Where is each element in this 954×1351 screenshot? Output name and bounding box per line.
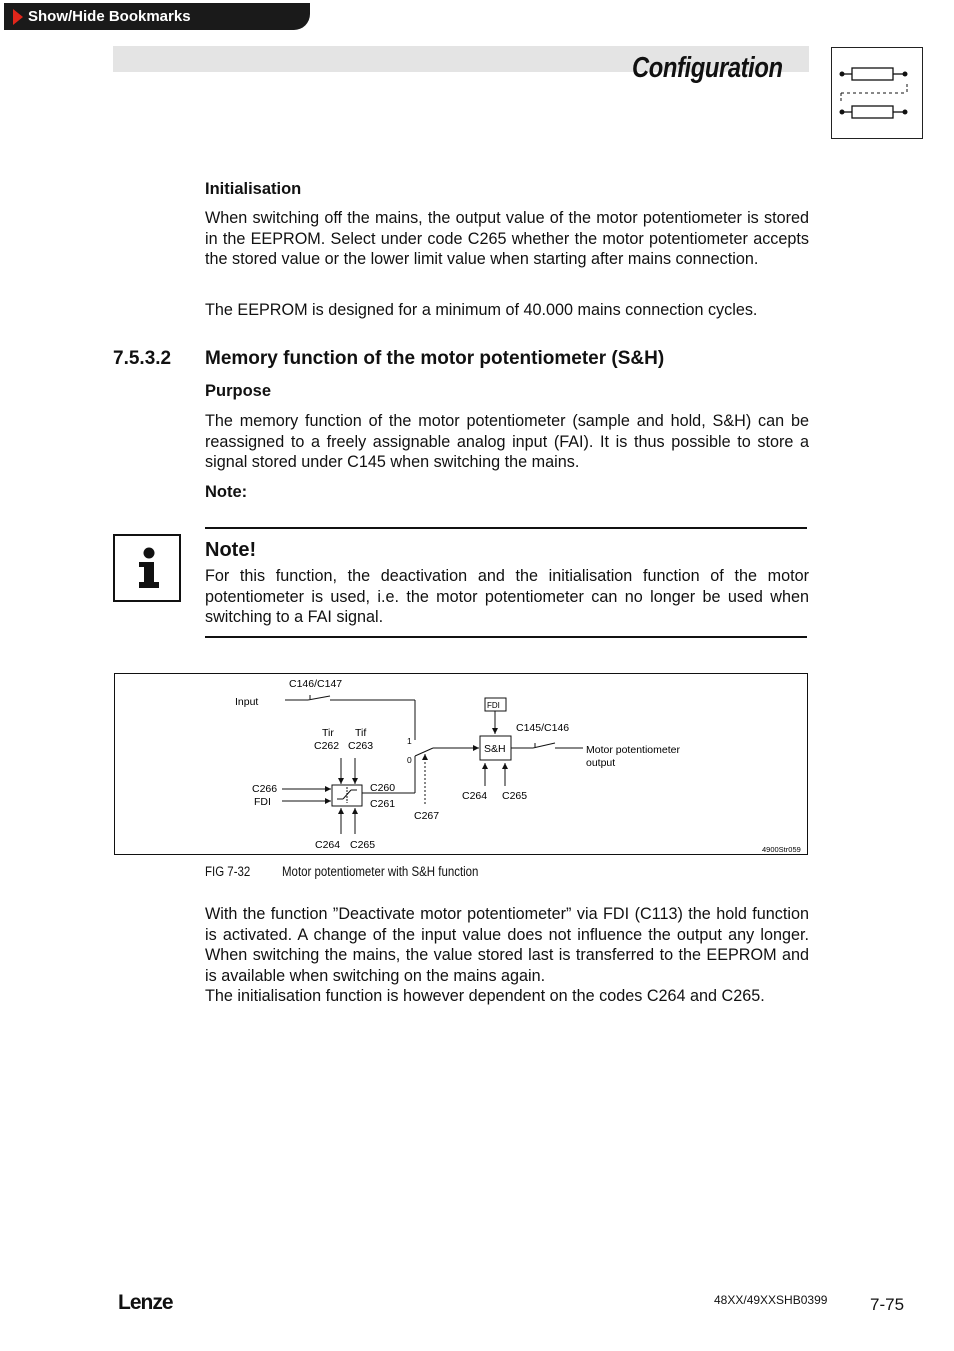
label-output-line1: Motor potentiometer bbox=[586, 744, 680, 756]
label-c264-sh: C264 bbox=[462, 790, 488, 802]
note-top-rule bbox=[205, 527, 807, 529]
note-bottom-rule bbox=[205, 636, 807, 638]
info-icon bbox=[113, 534, 181, 602]
label-c265-sh: C265 bbox=[502, 790, 528, 802]
label-c262: C262 bbox=[314, 740, 340, 752]
label-c264-bottom: C264 bbox=[315, 839, 341, 851]
sh-block: S&H bbox=[484, 743, 506, 755]
initialisation-paragraph-2: The EEPROM is designed for a minimum of 40.000 mains connection cycles. bbox=[205, 301, 758, 319]
lenze-logo: Lenze bbox=[118, 1291, 173, 1314]
page-title: Configuration bbox=[632, 52, 783, 84]
circuit-diagram-icon bbox=[831, 47, 923, 139]
label-fdi-left: FDI bbox=[254, 796, 271, 808]
section-title: Memory function of the motor potentiometer (S&H) bbox=[205, 348, 665, 369]
label-c260: C260 bbox=[370, 782, 396, 794]
label-c266: C266 bbox=[252, 783, 278, 795]
figure-id: 4900Str059 bbox=[762, 845, 801, 854]
label-c145-c146: C145/C146 bbox=[516, 722, 570, 734]
triangle-right-icon bbox=[13, 9, 23, 25]
label-switch-1: 1 bbox=[407, 736, 412, 746]
block-diagram bbox=[114, 673, 808, 855]
section-number: 7.5.3.2 bbox=[113, 348, 172, 369]
label-tif: Tif bbox=[355, 727, 367, 739]
figure-caption: Motor potentiometer with S&H function bbox=[282, 864, 479, 879]
label-c267: C267 bbox=[414, 810, 440, 822]
closing-paragraph-1: With the function ”Deactivate motor potentiometer” via FDI (C113) the hold function is activated. A change of the input value does not influence the output any longer. When switching the mains, the value stored last is transferred to the EEPROM and is available when switching on the mains again. bbox=[205, 905, 809, 986]
label-c146-c147: C146/C147 bbox=[289, 678, 343, 690]
note-title: Note! bbox=[205, 539, 257, 561]
bookmarks-label: Show/Hide Bookmarks bbox=[28, 8, 191, 25]
initialisation-paragraph-1: When switching off the mains, the output value of the motor potentiometer is stored in the EEPROM. Select under code C265 whether the motor potentiometer accepts the stored value or the lower limit value when starting after mains connection. bbox=[205, 209, 809, 269]
figure-number: FIG 7-32 bbox=[205, 864, 251, 879]
show-hide-bookmarks-button[interactable] bbox=[4, 3, 310, 30]
label-fdi-box: FDI bbox=[487, 701, 500, 710]
document-code: 48XX/49XXSHB0399 bbox=[714, 1293, 828, 1307]
label-switch-0: 0 bbox=[407, 755, 412, 765]
label-c261: C261 bbox=[370, 798, 396, 810]
initialisation-heading: Initialisation bbox=[205, 180, 302, 198]
label-tir: Tir bbox=[322, 727, 334, 739]
note-text: For this function, the deactivation and the initialisation function of the motor potentiometer is used, i.e. the motor potentiometer can no longer be used when switching to a FAI signal. bbox=[205, 567, 809, 627]
label-c263: C263 bbox=[348, 740, 374, 752]
closing-paragraph-2: The initialisation function is however dependent on the codes C264 and C265. bbox=[205, 987, 765, 1005]
purpose-heading: Purpose bbox=[205, 382, 272, 400]
purpose-paragraph: The memory function of the motor potentiometer (sample and hold, S&H) can be reassigned to a freely assignable analog input (FAI). It is thus possible to store a signal stored under C145 when switching the mains. bbox=[205, 412, 809, 472]
page-number: 7-75 bbox=[870, 1295, 905, 1314]
label-c265-bottom: C265 bbox=[350, 839, 376, 851]
label-input: Input bbox=[235, 696, 259, 708]
label-output-line2: output bbox=[586, 757, 616, 769]
note-label: Note: bbox=[205, 483, 248, 501]
